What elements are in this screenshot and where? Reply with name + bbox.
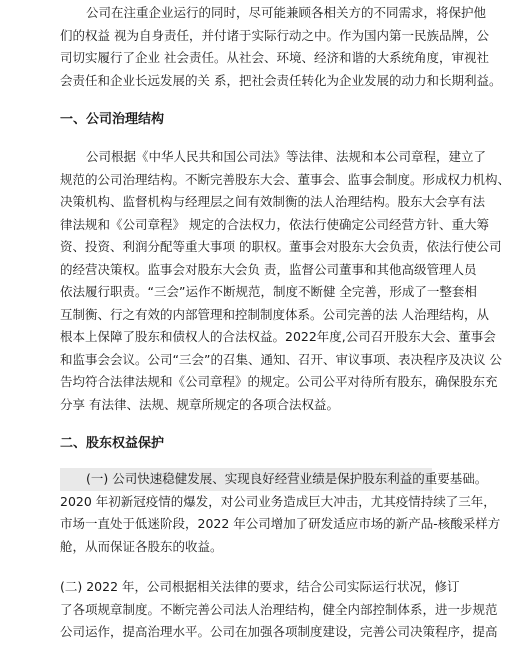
governance-line: 分享 有法律、法规、规章所规定的各项合法权益。: [60, 396, 339, 412]
section-heading-shareholder-rights: 二、股东权益保护: [60, 436, 165, 451]
shareholder-line: 公司运作，提高治理水平。公司在加强各项制度建设，完善公司决策程序，提高: [60, 624, 498, 639]
shareholder-line: 了各项规章制度。不断完善公司法人治理结构，健全内部控制体系，进一步规范: [60, 601, 498, 617]
governance-line: 决策机构、监督机构与经理层之间有效制衡的法人治理结构。股东大会享有法: [60, 194, 486, 209]
governance-line: 依法履行职责。“三会”运作不断规范，制度不断健 全完善，形成了一整套相: [60, 284, 477, 299]
shareholder-line: 市场一直处于低迷阶段，2022 年公司增加了研发适应市场的新产品-核酸采样方: [60, 516, 501, 531]
shareholder-line: 舱，从而保证各股东的收益。: [60, 538, 223, 554]
intro-paragraph: [60, 2, 502, 92]
governance-line: 告均符合法律法规和《公司章程》的规定。公司公平对待所有股东，确保股东充: [60, 374, 498, 389]
governance-line: 根本上保障了股东和债权人的合法权益。2022年度,公司召开股东大会、董事会: [60, 329, 496, 344]
governance-line: 和监事会会议。公司“三会”的召集、通知、召开、审议事项、表决程序及决议 公: [60, 351, 502, 367]
governance-line: 资、投资、利润分配等重大事项 的职权。董事会对股东大会负责，依法行使公司: [60, 239, 502, 254]
governance-line: 律法规和《公司章程》 规定的合法权力，依法行使确定公司经营方针、重大筹: [60, 216, 489, 232]
governance-paragraph: [60, 146, 510, 416]
shareholder-line: (一) 公司快速稳健发展、实现良好经营业绩是保护股东利益的重要基础。: [60, 468, 432, 491]
intro-line: 司切实履行了企业 社会责任。从社会、环境、经济和谐的大系统角度，审视社: [60, 50, 489, 65]
governance-line: 的经营决策权。监事会对股东大会负 责，监督公司董事和其他高级管理人员: [60, 261, 477, 277]
shareholder-line: (二) 2022 年，公司根据相关法律的要求，结合公司实际运行状况，修订: [60, 579, 460, 594]
intro-line: 会责任和企业长远发展的关 系，把社会责任转化为企业发展的动力和长期利益。: [60, 72, 502, 88]
governance-line: 公司根据《中华人民共和国公司法》等法律、法规和本公司章程，建立了: [86, 149, 487, 164]
shareholder-paragraph-1: [60, 468, 501, 558]
governance-line: 互制衡、行之有效的内部管理和控制制度体系。公司完善的法 人治理结构，从: [60, 306, 489, 322]
governance-line: 规范的公司治理结构。不断完善股东大会、董事会、监事会制度。形成权力机构、: [60, 171, 510, 187]
shareholder-line: 2020 年初新冠疫情的爆发，对公司业务造成巨大冲击，尤其疫情持续了三年，: [60, 493, 496, 509]
intro-line: 们的权益 视为自身责任，并付诸于实际行动之中。作为国内第一民族品牌，公: [60, 27, 489, 43]
section-heading-governance: 一、公司治理结构: [60, 112, 165, 127]
intro-line: 公司在注重企业运行的同时，尽可能兼顾各相关方的不同需求，将保护他: [86, 5, 487, 20]
shareholder-paragraph-2: [60, 576, 498, 644]
